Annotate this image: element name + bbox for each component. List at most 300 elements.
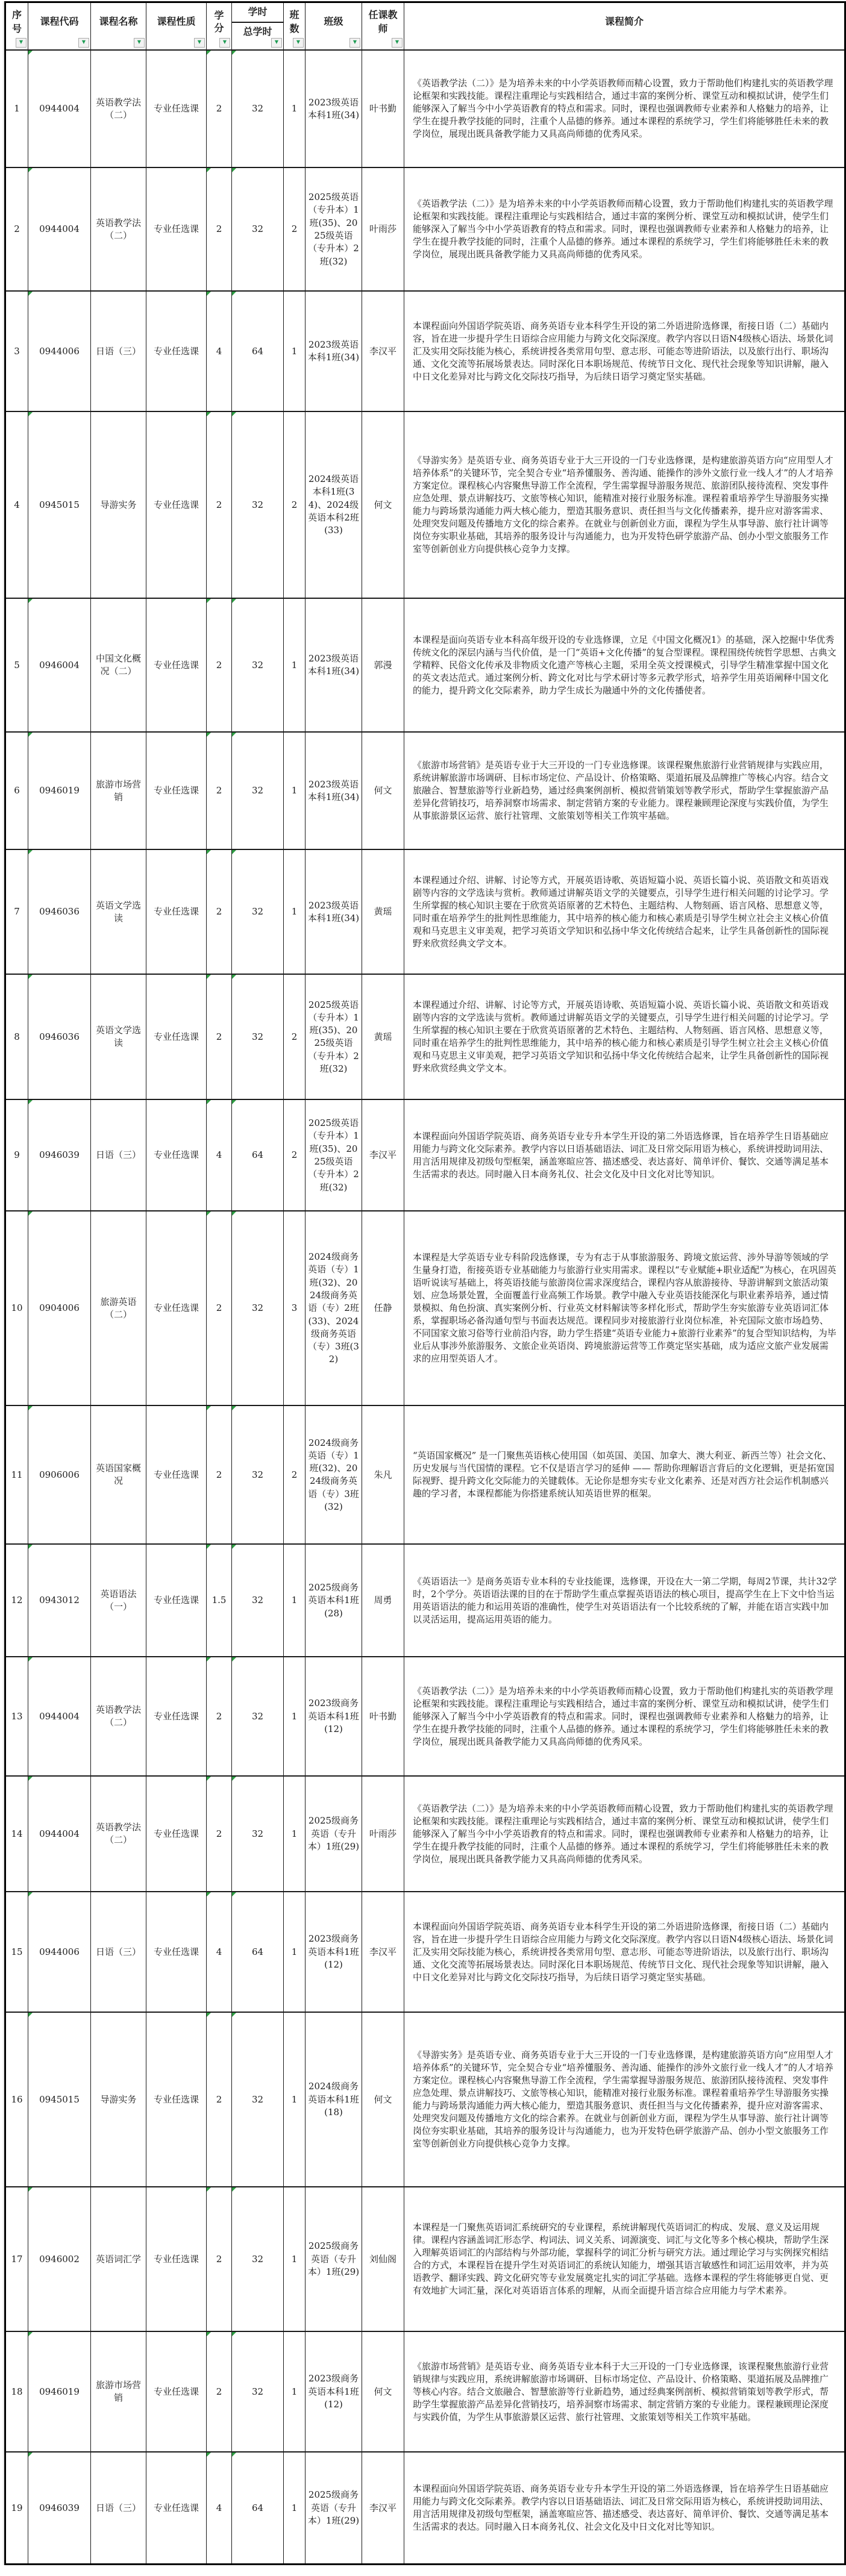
text-number-flag-icon bbox=[28, 2453, 33, 2457]
total-hours-value: 32 bbox=[251, 1595, 264, 1606]
cell-credits[interactable] bbox=[207, 2187, 232, 2331]
cell-seq[interactable]: 4 bbox=[5, 411, 28, 598]
course-code: 0946039 bbox=[39, 1149, 80, 1161]
cell-classes[interactable]: 2024级商务英语（专）1班(32)、2024级商务英语（专）3班(32) bbox=[306, 1405, 362, 1544]
cell-credits[interactable] bbox=[207, 1544, 232, 1657]
cell-total-hours[interactable] bbox=[232, 2187, 284, 2331]
cell-course-description[interactable]: 本课程面向外国语学院英语、商务英语专业专升本学生开设的第二外语选修课，旨在培养学生日语基础应用能力与跨文化交际素养。教学内容以日语基础语法、词汇及日常交际用语为核心，系统讲授助词用法、用言活用规律及初级句型框架，涵盖寒暄应答、描述感受、表达喜好、简单评价、餐饮、交通等满足基本生活需求的表达。同时融入日本商务礼仪、社会文化及中日文化对比等知识。 bbox=[404, 1099, 845, 1211]
text-number-flag-icon bbox=[28, 1100, 33, 1104]
cell-credits[interactable] bbox=[207, 2452, 232, 2564]
header-hours-total-label: 总学时 bbox=[243, 25, 272, 37]
text-number-flag-icon bbox=[207, 1657, 211, 1662]
header-name-label: 课程名称 bbox=[99, 16, 138, 28]
cell-teacher[interactable]: 何文 bbox=[362, 411, 404, 598]
cell-course-description[interactable]: “英语国家概况” 是一门聚焦英语核心使用国（如英国、美国、加拿大、澳大利亚、新西兰等）社会文化、历史发展与当代国情的课程。它不仅是语言学习的延伸 —— 帮助你理解语言背后的文化逻辑，更是拓宽国际视野、提升跨文化交际能力的关键载体。无论你是想夯实专业文化素养、还是对西方社会运作机制感兴趣的学习者，本课程都能为你搭建系统认知英语世界的框架。 bbox=[404, 1405, 845, 1544]
cell-classes[interactable]: 2023级英语本科1班(34) bbox=[306, 291, 362, 411]
cell-total-hours[interactable] bbox=[232, 1657, 284, 1776]
table-row bbox=[5, 598, 845, 732]
table-row bbox=[5, 1657, 845, 1776]
cell-course-name[interactable]: 英语教学法（二） bbox=[91, 50, 146, 167]
cell-teacher[interactable]: 叶书勤 bbox=[362, 1657, 404, 1776]
filter-dropdown-icon[interactable] bbox=[194, 38, 205, 48]
cell-course-name[interactable]: 导游实务 bbox=[91, 2012, 146, 2187]
cell-credits[interactable] bbox=[207, 1657, 232, 1776]
table-row bbox=[5, 2012, 845, 2187]
cell-credits[interactable] bbox=[207, 732, 232, 849]
total-hours-value: 32 bbox=[251, 1710, 264, 1722]
text-number-flag-icon bbox=[28, 51, 33, 55]
course-code: 0906006 bbox=[39, 1469, 80, 1480]
total-hours-value: 32 bbox=[251, 2093, 264, 2105]
cell-classes[interactable]: 2025级英语（专升本）1班(35)、2025级英语（专升本）2班(32) bbox=[306, 974, 362, 1099]
cell-teacher[interactable]: 何文 bbox=[362, 732, 404, 849]
cell-teacher[interactable]: 叶雨莎 bbox=[362, 167, 404, 291]
cell-course-code[interactable] bbox=[28, 2452, 91, 2564]
table-row bbox=[5, 411, 845, 598]
text-number-flag-icon bbox=[207, 1777, 211, 1781]
cell-course-description[interactable]: 《英语教学法（二）》是为培养未来的中小学英语教师而精心设置，致力于帮助他们构建扎实的英语教学理论框架和实践技能。课程注重理论与实践相结合，通过丰富的案例分析、课堂互动和模拟试讲，使学生们能够深入了解当今中小学英语教育的特点和需求。同时，课程也强调教师专业素养和人格魅力的培养，让学生在提升教学技能的同时，注重个人品德的修养。通过本课程的系统学习，学生们将能够胜任未来的教学岗位，展现出既具备教学能力又具高尚师德的优秀风采。 bbox=[404, 1657, 845, 1776]
cell-course-nature[interactable]: 专业任选课 bbox=[146, 732, 207, 849]
credits-value: 2 bbox=[216, 2386, 222, 2397]
cell-course-nature[interactable]: 专业任选课 bbox=[146, 974, 207, 1099]
total-hours-value: 64 bbox=[251, 1946, 264, 1957]
cell-course-name[interactable]: 导游实务 bbox=[91, 411, 146, 598]
cell-course-description[interactable]: 《英语语法一》是商务英语专业本科的专业技能课，选修课，开设在大一第二学期，每周2节课，共计32学时，2个学分。英语语法课的目的在于帮助学生重点掌握英语语法的核心项目，提高学生在上下文中恰当运用英语语法的能力和运用英语的准确性，使学生对英语语法有一个比较系统的了解，并能在语言实践中加以灵活运用，提高运用英语的能力。 bbox=[404, 1544, 845, 1657]
cell-course-nature[interactable]: 专业任选课 bbox=[146, 2452, 207, 2564]
header-teacher[interactable] bbox=[362, 2, 404, 51]
table-row bbox=[5, 1405, 845, 1544]
course-code: 0943012 bbox=[39, 1595, 80, 1606]
cell-classes[interactable]: 2025级英语（专升本）1班(35)、2025级英语（专升本）2班(32) bbox=[306, 167, 362, 291]
text-number-flag-icon bbox=[232, 2332, 236, 2336]
header-classes-label: 班级 bbox=[324, 16, 343, 28]
course-code: 0946036 bbox=[39, 1031, 80, 1042]
cell-total-hours[interactable] bbox=[232, 1099, 284, 1211]
cell-course-name[interactable]: 旅游市场营销 bbox=[91, 732, 146, 849]
cell-course-nature[interactable]: 专业任选课 bbox=[146, 1892, 207, 2012]
text-number-flag-icon bbox=[232, 292, 236, 296]
cell-credits[interactable] bbox=[207, 849, 232, 974]
cell-course-nature[interactable]: 专业任选课 bbox=[146, 1776, 207, 1892]
text-number-flag-icon bbox=[207, 975, 211, 979]
text-number-flag-icon bbox=[232, 168, 236, 172]
cell-total-hours[interactable] bbox=[232, 598, 284, 732]
text-number-flag-icon bbox=[28, 412, 33, 416]
cell-seq[interactable]: 8 bbox=[5, 974, 28, 1099]
cell-total-hours[interactable] bbox=[232, 167, 284, 291]
cell-course-name[interactable]: 英语语法（一） bbox=[91, 1544, 146, 1657]
cell-classes[interactable]: 2023级商务英语本科1班(12) bbox=[306, 1657, 362, 1776]
cell-course-nature[interactable]: 专业任选课 bbox=[146, 1657, 207, 1776]
cell-class-count[interactable]: 2 bbox=[284, 1099, 306, 1211]
cell-teacher[interactable]: 周勇 bbox=[362, 1544, 404, 1657]
header-seq[interactable] bbox=[5, 2, 28, 51]
total-hours-value: 32 bbox=[251, 659, 264, 671]
text-number-flag-icon bbox=[28, 1657, 33, 1662]
text-number-flag-icon bbox=[207, 733, 211, 737]
filter-dropdown-icon[interactable] bbox=[349, 38, 360, 48]
cell-course-nature[interactable]: 专业任选课 bbox=[146, 1544, 207, 1657]
cell-course-name[interactable]: 英语国家概况 bbox=[91, 1405, 146, 1544]
cell-total-hours[interactable] bbox=[232, 2012, 284, 2187]
cell-classes[interactable]: 2023级商务英语本科1班(12) bbox=[306, 1892, 362, 2012]
cell-class-count[interactable]: 1 bbox=[284, 2452, 306, 2564]
cell-course-code[interactable] bbox=[28, 849, 91, 974]
cell-course-description[interactable]: 本课程面向外国语学院英语、商务英语专业专升本学生开设的第二外语选修课，旨在培养学生日语基础应用能力与跨文化交际素养。教学内容以日语基础语法、词汇及日常交际用语为核心，系统讲授助词用法、用言活用规律及初级句型框架，涵盖寒暄应答、描述感受、表达喜好、简单评价、餐饮、交通等满足基本生活需求的表达。同时融入日本商务礼仪、社会文化及中日文化对比等知识。 bbox=[404, 2452, 845, 2564]
cell-course-description[interactable]: 本课程通过介绍、讲解、讨论等方式，开展英语诗歌、英语短篇小说、英语长篇小说、英语散文和英语戏剧等内容的文学选读与赏析。教师通过讲解英语文学的关键要点，引导学生进行相关问题的讨论学习。学生所掌握的核心知识主要在于欣赏英语原著的艺术特色、主题结构、人物刻画、语言风格、思想意义等，同时重在培养学生的批判性思维能力，其中培养的核心能力和核心素质是引导学生树立社会主义核心价值观和马克思主义审美观，把学习英语文学知识和弘扬中华文化传统结合起来，让学生具备创新性的国际视野来欣赏经典文学文本。 bbox=[404, 849, 845, 974]
cell-seq[interactable]: 14 bbox=[5, 1776, 28, 1892]
cell-course-code[interactable] bbox=[28, 598, 91, 732]
cell-total-hours[interactable] bbox=[232, 849, 284, 974]
table-row bbox=[5, 2452, 845, 2564]
credits-value: 2 bbox=[216, 659, 222, 671]
table-row bbox=[5, 1892, 845, 2012]
text-number-flag-icon bbox=[207, 292, 211, 296]
cell-teacher[interactable]: 李汉平 bbox=[362, 1892, 404, 2012]
cell-total-hours[interactable] bbox=[232, 1776, 284, 1892]
header-nature-label: 课程性质 bbox=[157, 16, 196, 28]
text-number-flag-icon bbox=[232, 2453, 236, 2457]
filter-dropdown-icon[interactable] bbox=[271, 38, 282, 48]
cell-seq[interactable]: 18 bbox=[5, 2331, 28, 2452]
header-class-count[interactable] bbox=[284, 2, 306, 51]
header-hours-group bbox=[232, 2, 284, 22]
text-number-flag-icon bbox=[28, 1211, 33, 1216]
cell-credits[interactable] bbox=[207, 167, 232, 291]
cell-course-description[interactable]: 《导游实务》是英语专业、商务英语专业于大三开设的一门专业选修课，是构建旅游英语方向“应用型人才培养体系”的关键环节，完全契合专业“培养懂服务、善沟通、能操作的涉外文旅行业一线人才”的人才培养方案定位。课程核心内容聚焦导游工作全流程，学生需掌握导游服务规范、旅游团队接待流程、突发事件应急处理、景点讲解技巧、文旅等核心知识，能精准对接行业服务标准。课程着重培养学生导游服务实操能力与跨场景沟通能力两大核心能力，塑造其服务意识、责任担当与文化传播素养，提升应对游客需求、处理突发问题及传播地方文化的综合素养。在就业与创新创业方面，课程为学生从事导游、旅行社计调等岗位夯实职业基础，其培养的服务设计与沟通能力，也为开发特色研学旅游产品、创办小型文旅服务工作室等创新创业方向提供核心竞争力支撑。 bbox=[404, 2012, 845, 2187]
cell-course-code[interactable] bbox=[28, 2012, 91, 2187]
cell-credits[interactable] bbox=[207, 2331, 232, 2452]
cell-seq[interactable]: 13 bbox=[5, 1657, 28, 1776]
cell-teacher[interactable]: 叶雨莎 bbox=[362, 1776, 404, 1892]
cell-teacher[interactable]: 何文 bbox=[362, 2012, 404, 2187]
text-number-flag-icon bbox=[207, 1406, 211, 1410]
table-row bbox=[5, 1544, 845, 1657]
cell-credits[interactable] bbox=[207, 291, 232, 411]
cell-course-description[interactable]: 《英语教学法（二）》是为培养未来的中小学英语教师而精心设置，致力于帮助他们构建扎实的英语教学理论框架和实践技能。课程注重理论与实践相结合，通过丰富的案例分析、课堂互动和模拟试讲，使学生们能够深入了解当今中小学英语教育的特点和需求。同时，课程也强调教师专业素养和人格魅力的培养，让学生在提升教学技能的同时，注重个人品德的修养。通过本课程的系统学习，学生们将能够胜任未来的教学岗位，展现出既具备教学能力又具高尚师德的优秀风采。 bbox=[404, 167, 845, 291]
cell-class-count[interactable]: 1 bbox=[284, 1776, 306, 1892]
table-row bbox=[5, 167, 845, 291]
cell-classes[interactable]: 2024级商务英语（专）1班(32)、2024级商务英语（专）2班(33)、2024级商务英语（专）3班(32) bbox=[306, 1211, 362, 1405]
cell-course-nature[interactable]: 专业任选课 bbox=[146, 50, 207, 167]
header-teacher-label: 任课教师 bbox=[368, 9, 398, 34]
text-number-flag-icon bbox=[207, 850, 211, 854]
cell-seq[interactable]: 19 bbox=[5, 2452, 28, 2564]
cell-credits[interactable] bbox=[207, 598, 232, 732]
header-code[interactable] bbox=[28, 2, 91, 51]
cell-class-count[interactable]: 1 bbox=[284, 2187, 306, 2331]
cell-total-hours[interactable] bbox=[232, 291, 284, 411]
cell-course-code[interactable] bbox=[28, 1544, 91, 1657]
text-number-flag-icon bbox=[207, 2332, 211, 2336]
text-number-flag-icon bbox=[207, 2187, 211, 2192]
course-code: 0904006 bbox=[39, 1302, 80, 1314]
course-code: 0944006 bbox=[39, 345, 80, 357]
cell-classes[interactable]: 2025级商务英语（专升本）1班(29) bbox=[306, 2452, 362, 2564]
text-number-flag-icon bbox=[207, 1100, 211, 1104]
cell-class-count[interactable]: 2 bbox=[284, 974, 306, 1099]
credits-value: 2 bbox=[216, 1828, 222, 1839]
cell-classes[interactable]: 2023级英语本科1班(34) bbox=[306, 849, 362, 974]
cell-course-nature[interactable]: 专业任选课 bbox=[146, 598, 207, 732]
cell-class-count[interactable]: 1 bbox=[284, 849, 306, 974]
text-number-flag-icon bbox=[207, 168, 211, 172]
cell-classes[interactable]: 2025级英语（专升本）1班(35)、2025级英语（专升本）2班(32) bbox=[306, 1099, 362, 1211]
text-number-flag-icon bbox=[232, 599, 236, 603]
cell-course-code[interactable] bbox=[28, 1099, 91, 1211]
cell-teacher[interactable]: 郭漫 bbox=[362, 598, 404, 732]
cell-credits[interactable] bbox=[207, 1892, 232, 2012]
cell-class-count[interactable]: 2 bbox=[284, 411, 306, 598]
cell-course-name[interactable]: 英语教学法（二） bbox=[91, 167, 146, 291]
table-row bbox=[5, 732, 845, 849]
filter-dropdown-icon[interactable] bbox=[16, 38, 27, 48]
cell-course-description[interactable]: 本课程通过介绍、讲解、讨论等方式，开展英语诗歌、英语短篇小说、英语长篇小说、英语散文和英语戏剧等内容的文学选读与赏析。教师通过讲解英语文学的关键要点，引导学生进行相关问题的讨论学习。学生所掌握的核心知识主要在于欣赏英语原著的艺术特色、主题结构、人物刻画、语言风格、思想意义等，同时重在培养学生的批判性思维能力，其中培养的核心能力和核心素质是引导学生树立社会主义核心价值观和马克思主义审美观，把学习英语文学知识和弘扬中华文化传统结合起来，让学生具备创新性的国际视野来欣赏经典文学文本。 bbox=[404, 974, 845, 1099]
cell-class-count[interactable]: 1 bbox=[284, 1892, 306, 2012]
total-hours-value: 32 bbox=[251, 499, 264, 510]
credits-value: 2 bbox=[216, 1469, 222, 1480]
cell-total-hours[interactable] bbox=[232, 50, 284, 167]
text-number-flag-icon bbox=[28, 2187, 33, 2192]
cell-course-code[interactable] bbox=[28, 411, 91, 598]
credits-value: 2 bbox=[216, 224, 222, 235]
cell-course-nature[interactable]: 专业任选课 bbox=[146, 849, 207, 974]
cell-course-code[interactable] bbox=[28, 1776, 91, 1892]
cell-teacher[interactable]: 李汉平 bbox=[362, 1099, 404, 1211]
credits-value: 2 bbox=[216, 103, 222, 114]
credits-value: 4 bbox=[216, 345, 222, 357]
cell-class-count[interactable]: 1 bbox=[284, 1544, 306, 1657]
header-name[interactable] bbox=[91, 2, 146, 51]
cell-classes[interactable]: 2023级英语本科1班(34) bbox=[306, 598, 362, 732]
cell-course-description[interactable]: 本课程是一门聚焦英语词汇系统研究的专业课程，系统讲解现代英语词汇的构成、发展、意义及运用规律。课程内容涵盖词汇形态学、构词法、词义关系、词源演变、词汇与文化等多个核心模块，帮助学生深入理解英语词汇的内部结构与外部功能，掌握科学的词汇分析与研究方法。通过理论学习与实例探究相结合的方式，本课程旨在提升学生对英语词汇的系统认知能力，增强其语言敏感性和词汇运用效率，并为英语教学、翻译实践、跨文化研究等专业发展奠定扎实的词汇学基础。选修本课程的学生将能够更自觉、更有效地扩大词汇量，深化对英语语言体系的理解，从而全面提升语言综合应用能力与学术素养。 bbox=[404, 2187, 845, 2331]
cell-class-count[interactable]: 1 bbox=[284, 50, 306, 167]
cell-teacher[interactable]: 任静 bbox=[362, 1211, 404, 1405]
cell-class-count[interactable]: 2 bbox=[284, 167, 306, 291]
cell-course-code[interactable] bbox=[28, 974, 91, 1099]
cell-course-nature[interactable]: 专业任选课 bbox=[146, 2012, 207, 2187]
cell-course-name[interactable]: 日语（三） bbox=[91, 2452, 146, 2564]
cell-total-hours[interactable] bbox=[232, 974, 284, 1099]
cell-teacher[interactable]: 李汉平 bbox=[362, 291, 404, 411]
cell-course-name[interactable]: 英语教学法（二） bbox=[91, 1776, 146, 1892]
cell-seq[interactable]: 6 bbox=[5, 732, 28, 849]
cell-teacher[interactable]: 黄瑶 bbox=[362, 849, 404, 974]
cell-teacher[interactable]: 刘仙阁 bbox=[362, 2187, 404, 2331]
cell-teacher[interactable]: 朱凡 bbox=[362, 1405, 404, 1544]
course-code: 0944006 bbox=[39, 1946, 80, 1957]
cell-course-code[interactable] bbox=[28, 2187, 91, 2331]
cell-course-name[interactable]: 旅游英语（二） bbox=[91, 1211, 146, 1405]
header-credits[interactable] bbox=[207, 2, 232, 51]
table-row bbox=[5, 291, 845, 411]
cell-course-description[interactable]: 《旅游市场营销》是英语专业、商务英语专业本科于大三开设的一门专业选修课，该课程聚焦旅游行业营销规律与实践应用，系统讲解旅游市场调研、目标市场定位、产品设计、价格策略、渠道拓展及品牌推广等核心内容。结合文旅融合、智慧旅游等行业新趋势，通过经典案例剖析、模拟营销策划等教学形式，帮助学生掌握旅游产品差异化营销技巧，培养洞察市场需求、制定营销方案的专业能力。课程兼顾理论深度与实践价值，为学生从事旅游景区运营、旅行社管理、文旅策划等相关工作筑牢基础。 bbox=[404, 2331, 845, 2452]
header-credits-label: 学分 bbox=[214, 9, 224, 34]
credits-value: 2 bbox=[216, 499, 222, 510]
cell-credits[interactable] bbox=[207, 2012, 232, 2187]
credits-value: 4 bbox=[216, 1946, 222, 1957]
cell-course-description[interactable]: 《导游实务》是英语专业、商务英语专业于大三开设的一门专业选修课，是构建旅游英语方向“应用型人才培养体系”的关键环节，完全契合专业“培养懂服务、善沟通、能操作的涉外文旅行业一线人才”的人才培养方案定位。课程核心内容聚焦导游工作全流程，学生需掌握导游服务规范、旅游团队接待流程、突发事件应急处理、景点讲解技巧、文旅等核心知识，能精准对接行业服务标准。课程着重培养学生导游服务实操能力与跨场景沟通能力两大核心能力，塑造其服务意识、责任担当与文化传播素养，提升应对游客需求、处理突发问题及传播地方文化的综合素养。在就业与创新创业方面，课程为学生从事导游、旅行社计调等岗位夯实职业基础，其培养的服务设计与沟通能力，也为开发特色研学旅游产品、创办小型文旅服务工作室等创新创业方向提供核心竞争力支撑。 bbox=[404, 411, 845, 598]
cell-course-description[interactable]: 《旅游市场营销》是英语专业于大三开设的一门专业选修课。该课程聚焦旅游行业营销规律与实践应用，系统讲解旅游市场调研、目标市场定位、产品设计、价格策略、渠道拓展及品牌推广等核心内容。结合文旅融合、智慧旅游等行业新趋势，通过经典案例剖析、模拟营销策划等教学形式，帮助学生掌握旅游产品差异化营销技巧，培养洞察市场需求、制定营销方案的专业能力。课程兼顾理论深度与实践价值，为学生从事旅游景区运营、旅行社管理、文旅策划等相关工作筑牢基础。 bbox=[404, 732, 845, 849]
cell-course-description[interactable]: 本课程是面向英语专业本科高年级开设的专业选修课，立足《中国文化概况1》的基础，深入挖掘中华优秀传统文化的深层内涵与当代价值，是一门“英语+文化传播”的复合型课程。课程围绕传统哲学思想、古典文学精粹、民俗文化传承及非物质文化遗产等核心主题，采用全英文授课模式，引导学生精准掌握中国文化的英文表达范式。通过案例分析、跨文化对比与学术研讨等多元教学形式，培养学生用英语阐释中国文化的能力，提升跨文化交际素养，助力学生成长为融通中外的文化传播使者。 bbox=[404, 598, 845, 732]
cell-course-code[interactable] bbox=[28, 291, 91, 411]
filter-dropdown-icon[interactable] bbox=[78, 38, 89, 48]
cell-course-description[interactable]: 本课程面向外国语学院英语、商务英语专业本科学生开设的第二外语进阶选修课，衔接日语（二）基础内容，旨在进一步提升学生日语综合应用能力与跨文化交际深度。教学内容以日语N4级核心语法、场景化词汇及实用交际技能为核心，系统讲授各类常用句型、意志形、可能态等进阶语法，以及旅行出行、职场沟通、文化交流等拓展场景表达。同时深化日本职场规范、传统节日文化、现代社会现象等知识讲解，融入中日文化差异对比与跨文化交际技巧指导，为后续日语学习奠定坚实基础。 bbox=[404, 1892, 845, 2012]
cell-credits[interactable] bbox=[207, 1211, 232, 1405]
text-number-flag-icon bbox=[232, 2013, 236, 2017]
table-row bbox=[5, 2187, 845, 2331]
cell-seq[interactable]: 5 bbox=[5, 598, 28, 732]
cell-course-nature[interactable]: 专业任选课 bbox=[146, 291, 207, 411]
cell-class-count[interactable]: 2 bbox=[284, 1405, 306, 1544]
filter-dropdown-icon[interactable] bbox=[134, 38, 145, 48]
cell-course-name[interactable]: 英语文学选读 bbox=[91, 849, 146, 974]
filter-dropdown-icon[interactable] bbox=[219, 38, 230, 48]
cell-course-description[interactable]: 《英语教学法（二）》是为培养未来的中小学英语教师而精心设置，致力于帮助他们构建扎实的英语教学理论框架和实践技能。课程注重理论与实践相结合，通过丰富的案例分析、课堂互动和模拟试讲，使学生们能够深入了解当今中小学英语教育的特点和需求。同时，课程也强调教师专业素养和人格魅力的培养，让学生在提升教学技能的同时，注重个人品德的修养。通过本课程的系统学习，学生们将能够胜任未来的教学岗位，展现出既具备教学能力又具高尚师德的优秀风采。 bbox=[404, 1776, 845, 1892]
cell-classes[interactable]: 2025级商务英语（专升本）1班(29) bbox=[306, 2187, 362, 2331]
cell-classes[interactable]: 2025级商务英语本科1班(28) bbox=[306, 1544, 362, 1657]
cell-course-code[interactable] bbox=[28, 1211, 91, 1405]
text-number-flag-icon bbox=[232, 412, 236, 416]
text-number-flag-icon bbox=[28, 850, 33, 854]
cell-course-code[interactable] bbox=[28, 167, 91, 291]
cell-course-nature[interactable]: 专业任选课 bbox=[146, 2331, 207, 2452]
cell-total-hours[interactable] bbox=[232, 1405, 284, 1544]
cell-class-count[interactable]: 1 bbox=[284, 2331, 306, 2452]
filter-dropdown-icon[interactable] bbox=[293, 38, 304, 48]
cell-course-nature[interactable]: 专业任选课 bbox=[146, 2187, 207, 2331]
cell-teacher[interactable]: 何文 bbox=[362, 2331, 404, 2452]
course-table bbox=[4, 1, 846, 2565]
table-row bbox=[5, 1211, 845, 1405]
cell-course-code[interactable] bbox=[28, 50, 91, 167]
cell-course-code[interactable] bbox=[28, 2331, 91, 2452]
header-classes[interactable] bbox=[306, 2, 362, 51]
cell-seq[interactable]: 12 bbox=[5, 1544, 28, 1657]
cell-course-nature[interactable]: 专业任选课 bbox=[146, 411, 207, 598]
text-number-flag-icon bbox=[28, 292, 33, 296]
text-number-flag-icon bbox=[207, 51, 211, 55]
cell-credits[interactable] bbox=[207, 1776, 232, 1892]
cell-total-hours[interactable] bbox=[232, 2331, 284, 2452]
cell-seq[interactable]: 11 bbox=[5, 1405, 28, 1544]
cell-course-code[interactable] bbox=[28, 1657, 91, 1776]
cell-class-count[interactable]: 3 bbox=[284, 1211, 306, 1405]
total-hours-value: 64 bbox=[251, 2502, 264, 2513]
cell-class-count[interactable]: 1 bbox=[284, 732, 306, 849]
text-number-flag-icon bbox=[232, 733, 236, 737]
total-hours-value: 32 bbox=[251, 103, 264, 114]
cell-seq[interactable]: 7 bbox=[5, 849, 28, 974]
cell-total-hours[interactable] bbox=[232, 411, 284, 598]
cell-class-count[interactable]: 1 bbox=[284, 291, 306, 411]
cell-course-name[interactable]: 日语（三） bbox=[91, 1892, 146, 2012]
cell-classes[interactable]: 2023级英语本科1班(34) bbox=[306, 732, 362, 849]
cell-teacher[interactable]: 叶书勤 bbox=[362, 50, 404, 167]
cell-seq[interactable]: 16 bbox=[5, 2012, 28, 2187]
cell-seq[interactable]: 9 bbox=[5, 1099, 28, 1211]
cell-total-hours[interactable] bbox=[232, 732, 284, 849]
cell-total-hours[interactable] bbox=[232, 1892, 284, 2012]
cell-classes[interactable]: 2025级商务英语（专升本）1班(29) bbox=[306, 1776, 362, 1892]
cell-class-count[interactable]: 1 bbox=[284, 598, 306, 732]
text-number-flag-icon bbox=[28, 1892, 33, 1896]
text-number-flag-icon bbox=[28, 733, 33, 737]
cell-credits[interactable] bbox=[207, 411, 232, 598]
cell-course-code[interactable] bbox=[28, 1892, 91, 2012]
cell-seq[interactable]: 17 bbox=[5, 2187, 28, 2331]
cell-course-name[interactable]: 旅游市场营销 bbox=[91, 2331, 146, 2452]
total-hours-value: 32 bbox=[251, 2386, 264, 2397]
text-number-flag-icon bbox=[232, 975, 236, 979]
credits-value: 2 bbox=[216, 2093, 222, 2105]
cell-credits[interactable] bbox=[207, 1405, 232, 1544]
cell-seq[interactable]: 10 bbox=[5, 1211, 28, 1405]
header-nature[interactable] bbox=[146, 2, 207, 51]
text-number-flag-icon bbox=[28, 2332, 33, 2336]
cell-seq[interactable]: 15 bbox=[5, 1892, 28, 2012]
cell-credits[interactable] bbox=[207, 974, 232, 1099]
cell-course-description[interactable]: 《英语教学法（二）》是为培养未来的中小学英语教师而精心设置，致力于帮助他们构建扎实的英语教学理论框架和实践技能。课程注重理论与实践相结合，通过丰富的案例分析、课堂互动和模拟试讲，使学生们能够深入了解当今中小学英语教育的特点和需求。同时，课程也强调教师专业素养和人格魅力的培养，让学生在提升教学技能的同时，注重个人品德的修养。通过本课程的系统学习，学生们将能够胜任未来的教学岗位，展现出既具备教学能力又具高尚师德的优秀风采。 bbox=[404, 50, 845, 167]
course-code: 0945015 bbox=[39, 499, 80, 510]
cell-classes[interactable]: 2024级商务英语本科1班(18) bbox=[306, 2012, 362, 2187]
cell-seq[interactable]: 1 bbox=[5, 50, 28, 167]
cell-course-name[interactable]: 英语教学法（二） bbox=[91, 1657, 146, 1776]
cell-total-hours[interactable] bbox=[232, 1211, 284, 1405]
cell-seq[interactable]: 3 bbox=[5, 291, 28, 411]
cell-course-nature[interactable]: 专业任选课 bbox=[146, 1211, 207, 1405]
course-code: 0946036 bbox=[39, 906, 80, 918]
text-number-flag-icon bbox=[207, 2453, 211, 2457]
text-number-flag-icon bbox=[232, 1100, 236, 1104]
cell-classes[interactable]: 2023级商务英语本科1班(12) bbox=[306, 2331, 362, 2452]
filter-dropdown-icon[interactable] bbox=[392, 38, 403, 48]
cell-course-name[interactable]: 日语（三） bbox=[91, 1099, 146, 1211]
cell-teacher[interactable]: 黄瑶 bbox=[362, 974, 404, 1099]
cell-course-name[interactable]: 英语文学选读 bbox=[91, 974, 146, 1099]
text-number-flag-icon bbox=[232, 1545, 236, 1549]
table-header bbox=[5, 2, 845, 51]
cell-course-description[interactable]: 本课程是大学英语专业专科阶段选修课，专为有志于从事旅游服务、跨境文旅运营、涉外导游等领域的学生量身打造，衔接英语专业基础能力与旅游行业实用需求。课程以“专业赋能+职业适配”为核心，在巩固英语听说读写基础上，将英语技能与旅游岗位需求深度结合，课程内容从旅游接待、导游讲解到文旅活动策划、应急场景处置，全面覆盖行业高频工作场景。教学中融入专业英语技能深化与职业素养培养，通过情景模拟、角色扮演、真实案例分析、行业英文材料解读等多样化形式，帮助学生夯实旅游专业英语词汇体系，掌握职场必备沟通句型与书面表达规范。课程同步对接旅游行业岗位标准，补充国际文旅市场趋势、不同国家文旅习俗等行业前沿内容，助力学生搭建“英语专业能力+旅游行业素养”的复合型知识结构，为毕业后从事涉外旅游服务、文旅企业英语岗、跨境旅游运营等工作奠定坚实基础，成为适应文旅产业发展需求的应用型英语人才。 bbox=[404, 1211, 845, 1405]
header-hours-total[interactable] bbox=[232, 22, 284, 51]
cell-classes[interactable]: 2024级英语本科1班(34)、2024级英语本科2班(33) bbox=[306, 411, 362, 598]
cell-class-count[interactable]: 1 bbox=[284, 1657, 306, 1776]
cell-total-hours[interactable] bbox=[232, 1544, 284, 1657]
cell-course-nature[interactable]: 专业任选课 bbox=[146, 1099, 207, 1211]
cell-course-code[interactable] bbox=[28, 1405, 91, 1544]
cell-seq[interactable]: 2 bbox=[5, 167, 28, 291]
course-code: 0944004 bbox=[39, 1828, 80, 1839]
cell-credits[interactable] bbox=[207, 1099, 232, 1211]
cell-course-name[interactable]: 中国文化概况（二） bbox=[91, 598, 146, 732]
cell-course-description[interactable]: 本课程面向外国语学院英语、商务英语专业本科学生开设的第二外语进阶选修课，衔接日语（二）基础内容，旨在进一步提升学生日语综合应用能力与跨文化交际深度。教学内容以日语N4级核心语法、场景化词汇及实用交际技能为核心，系统讲授各类常用句型、意志形、可能态等进阶语法，以及旅行出行、职场沟通、文化交流等拓展场景表达。同时深化日本职场规范、传统节日文化、现代社会现象等知识讲解，融入中日文化差异对比与跨文化交际技巧指导，为后续日语学习奠定坚实基础。 bbox=[404, 291, 845, 411]
text-number-flag-icon bbox=[207, 2013, 211, 2017]
cell-teacher[interactable]: 李汉平 bbox=[362, 2452, 404, 2564]
cell-classes[interactable]: 2023级英语本科1班(34) bbox=[306, 50, 362, 167]
text-number-flag-icon bbox=[28, 168, 33, 172]
total-hours-value: 32 bbox=[251, 2253, 264, 2265]
cell-total-hours[interactable] bbox=[232, 2452, 284, 2564]
cell-course-code[interactable] bbox=[28, 732, 91, 849]
cell-course-nature[interactable]: 专业任选课 bbox=[146, 167, 207, 291]
cell-class-count[interactable]: 1 bbox=[284, 2012, 306, 2187]
cell-course-nature[interactable]: 专业任选课 bbox=[146, 1405, 207, 1544]
text-number-flag-icon bbox=[232, 1406, 236, 1410]
text-number-flag-icon bbox=[207, 412, 211, 416]
cell-course-name[interactable]: 英语词汇学 bbox=[91, 2187, 146, 2331]
cell-credits[interactable] bbox=[207, 50, 232, 167]
cell-course-name[interactable]: 日语（三） bbox=[91, 291, 146, 411]
